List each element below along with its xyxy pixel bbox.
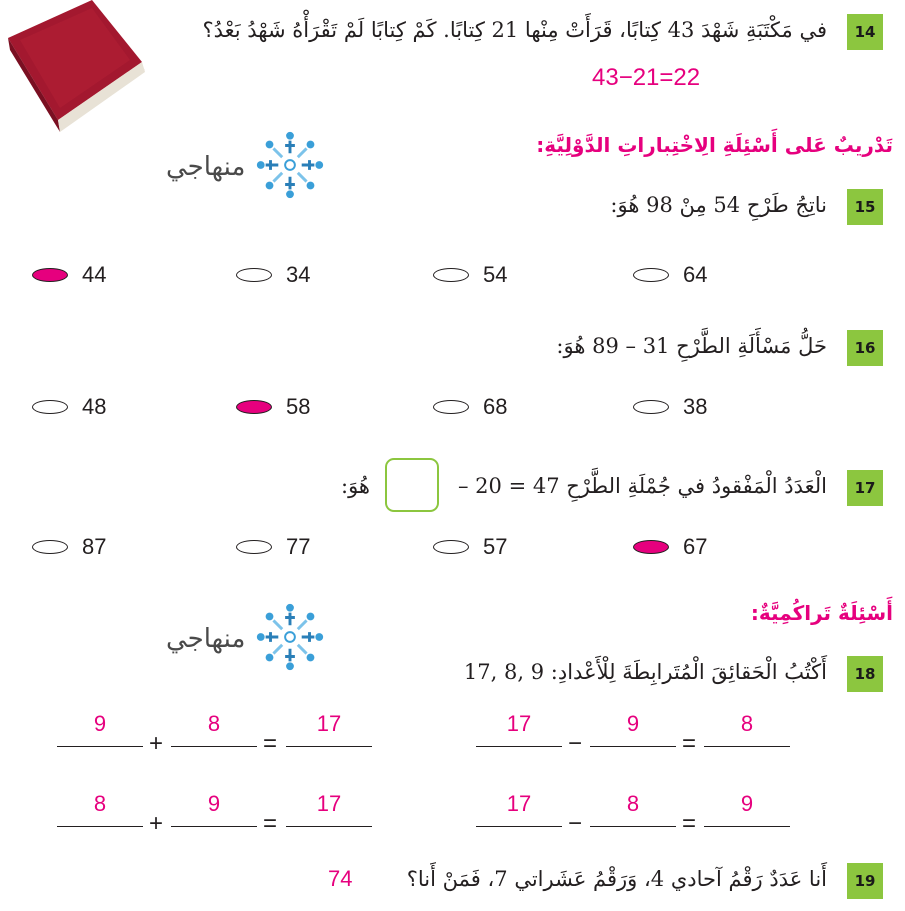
answer-bubble[interactable] xyxy=(633,268,669,282)
equals-sign: = xyxy=(682,810,697,837)
q15-option-3[interactable]: 54 xyxy=(433,262,507,288)
answer-line xyxy=(590,746,676,747)
answer-bubble[interactable] xyxy=(433,268,469,282)
manhaji-logo-icon xyxy=(251,126,329,208)
q17-option-4[interactable]: 67 xyxy=(633,534,707,560)
question-number-18: 18 xyxy=(847,656,883,692)
q17-option-3[interactable]: 57 xyxy=(433,534,507,560)
question-number-16: 16 xyxy=(847,330,883,366)
answer-bubble[interactable] xyxy=(32,268,68,282)
manhaji-logo-icon xyxy=(251,598,329,680)
manhaji-logo xyxy=(166,598,329,680)
answer-line xyxy=(704,746,790,747)
q15-option-2[interactable]: 34 xyxy=(236,262,310,288)
fact-value: 8 xyxy=(93,791,107,816)
question-number-17: 17 xyxy=(847,470,883,506)
answer-bubble[interactable] xyxy=(236,400,272,414)
manhaji-logo xyxy=(166,126,329,208)
fact-value: 8 xyxy=(740,711,754,736)
answer-bubble[interactable] xyxy=(633,400,669,414)
q15-option-4[interactable]: 64 xyxy=(633,262,707,288)
q16-option-4[interactable]: 38 xyxy=(633,394,707,420)
missing-number-box[interactable] xyxy=(385,458,439,512)
answer-line xyxy=(171,826,257,827)
equals-sign: = xyxy=(263,730,278,757)
equals-sign: = xyxy=(682,730,697,757)
q16-option-3[interactable]: 68 xyxy=(433,394,507,420)
section-title-international: تَدْريبٌ عَلى أَسْئِلَةِ الِاخْتِباراتِ الدَّوْلِيَّةِ: xyxy=(536,133,893,157)
q16-option-2[interactable]: 58 xyxy=(236,394,310,420)
fact-value: 17 xyxy=(506,711,532,736)
fact-value: 9 xyxy=(740,791,754,816)
answer-line xyxy=(476,746,562,747)
question-15-text: ناتِجُ طَرْحِ 54 مِنْ 98 هُوَ: xyxy=(610,193,827,217)
answer-bubble[interactable] xyxy=(433,540,469,554)
minus-sign: − xyxy=(568,730,583,757)
section-title-cumulative: أَسْئِلَةٌ تَراكُمِيَّةٌ: xyxy=(750,601,893,625)
fact-value: 17 xyxy=(316,791,342,816)
answer-line xyxy=(590,826,676,827)
fact-value: 8 xyxy=(207,711,221,736)
question-16-text: حَلُّ مَسْأَلَةِ الطَّرْحِ 31 – 89 هُوَ: xyxy=(556,334,827,358)
fact-value: 9 xyxy=(626,711,640,736)
question-19-answer: 74 xyxy=(328,866,353,891)
question-number-15: 15 xyxy=(847,189,883,225)
answer-line xyxy=(704,826,790,827)
question-14-text: في مَكْتَبَةِ شَهْدَ 43 كِتابًا، قَرَأَتْ مِنْها 21 كِتابًا. كَمْ كِتابًا لَمْ تَقْرَأْهُ شَهْدُ بَعْدُ؟ xyxy=(202,18,827,42)
answer-bubble[interactable] xyxy=(433,400,469,414)
q17-option-1[interactable]: 87 xyxy=(32,534,106,560)
question-17-text: الْعَدَدُ الْمَفْقودُ في جُمْلَةِ الطَّرْحِ 47 = 20 – xyxy=(457,474,827,498)
fact-value: 17 xyxy=(506,791,532,816)
answer-line xyxy=(286,746,372,747)
q15-option-1[interactable]: 44 xyxy=(32,262,106,288)
answer-line xyxy=(57,826,143,827)
answer-bubble[interactable] xyxy=(32,540,68,554)
plus-sign: + xyxy=(149,810,164,837)
plus-sign: + xyxy=(149,730,164,757)
question-number-14: 14 xyxy=(847,14,883,50)
equals-sign: = xyxy=(263,810,278,837)
question-number-19: 19 xyxy=(847,863,883,899)
answer-line xyxy=(57,746,143,747)
answer-line xyxy=(476,826,562,827)
answer-bubble[interactable] xyxy=(633,540,669,554)
logo-text: منهاجي xyxy=(166,624,246,654)
logo-text: منهاجي xyxy=(166,152,246,182)
answer-bubble[interactable] xyxy=(32,400,68,414)
question-18-text: أَكْتُبُ الْحَقائِقَ الْمُتَرابِطَةَ لِلْأَعْدادِ: 9 ,8 ,17 xyxy=(463,660,827,684)
question-19-text: أَنا عَدَدٌ رَقْمُ آحادي 4، وَرَقْمُ عَشَراتي 7، فَمَنْ أَنا؟ xyxy=(406,867,827,891)
answer-line xyxy=(286,826,372,827)
answer-line xyxy=(171,746,257,747)
q16-option-1[interactable]: 48 xyxy=(32,394,106,420)
fact-value: 17 xyxy=(316,711,342,736)
answer-bubble[interactable] xyxy=(236,540,272,554)
question-14-answer: 43−21=22 xyxy=(592,64,701,91)
q17-option-2[interactable]: 77 xyxy=(236,534,310,560)
question-17-text-end: هُوَ: xyxy=(341,474,370,498)
book-image xyxy=(0,0,150,140)
fact-value: 8 xyxy=(626,791,640,816)
fact-value: 9 xyxy=(207,791,221,816)
minus-sign: − xyxy=(568,810,583,837)
fact-value: 9 xyxy=(93,711,107,736)
answer-bubble[interactable] xyxy=(236,268,272,282)
